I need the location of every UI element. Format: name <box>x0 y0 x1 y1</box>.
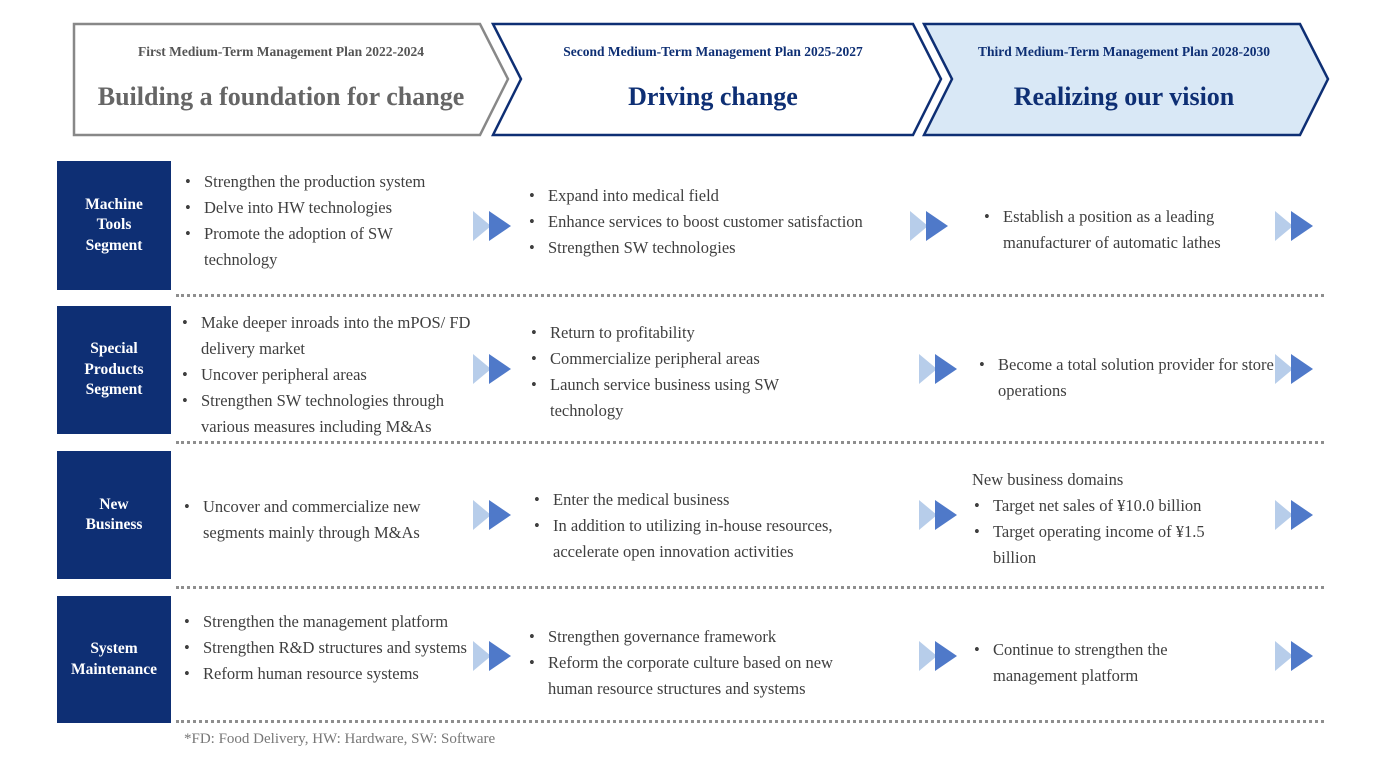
segment-label-line: Machine <box>85 195 143 213</box>
row-divider <box>176 441 1324 444</box>
list-item: • In addition to utilizing in-house resources, accelerate open innovation activities <box>531 513 881 565</box>
new-business-plan1-list <box>181 494 461 546</box>
system-maintenance-plan1-list <box>181 609 476 687</box>
list-item: • Enhance services to boost customer satisfaction <box>526 209 906 235</box>
double-arrow-icon <box>473 641 513 671</box>
double-arrow-icon <box>473 211 513 241</box>
double-arrow-icon <box>919 641 959 671</box>
phase-3-chevron <box>922 22 1332 137</box>
phase-1-header <box>72 22 512 137</box>
phase-1-chevron <box>72 22 512 137</box>
segment-label-line: Business <box>85 516 143 533</box>
list-item: • Uncover and commercialize new segments mainly through M&As <box>181 494 461 546</box>
double-arrow-icon <box>910 211 950 241</box>
special-products-plan2-list <box>528 320 828 424</box>
list-item: • Expand into medical field <box>526 183 906 209</box>
phase-3-subtitle: Third Medium-Term Management Plan 2028-2030 <box>978 44 1270 59</box>
phase-2-chevron <box>491 22 945 137</box>
segment-label-line: System <box>90 640 138 657</box>
list-item: • Continue to strengthen the management platform <box>971 637 1211 689</box>
special-products-plan1-list <box>179 310 479 440</box>
list-item: • Strengthen SW technologies through various measures including M&As <box>179 388 479 440</box>
row-divider <box>176 294 1324 297</box>
system-maintenance-plan3-list <box>971 637 1211 689</box>
machine-tools-plan3-list <box>981 204 1266 256</box>
phase-2-header <box>491 22 945 137</box>
machine-tools-plan2-list <box>526 183 906 261</box>
phase-2-subtitle: Second Medium-Term Management Plan 2025-2027 <box>563 44 863 59</box>
new-business-domains-heading: New business domains <box>972 470 1124 489</box>
list-item: • Uncover peripheral areas <box>179 362 479 388</box>
segment-label-special-products <box>57 306 171 434</box>
row-divider <box>176 720 1324 723</box>
segment-label-line: Special <box>90 340 138 358</box>
phase-3-title: Realizing our vision <box>1013 82 1235 111</box>
phase-2-title: Driving change <box>628 82 798 111</box>
new-business-plan2-list <box>531 487 881 565</box>
list-item: • Become a total solution provider for store operations <box>976 352 1276 404</box>
list-item: • Reform human resource systems <box>181 661 476 687</box>
list-item: • Strengthen governance framework <box>526 624 871 650</box>
list-item: • Target net sales of ¥10.0 billion <box>971 493 1246 519</box>
double-arrow-icon <box>919 500 959 530</box>
segment-label-new-business <box>57 451 171 579</box>
list-item: • Make deeper inroads into the mPOS/ FD delivery market <box>179 310 479 362</box>
phase-1-subtitle: First Medium-Term Management Plan 2022-2024 <box>138 44 424 59</box>
list-item: • Strengthen the production system <box>182 169 457 195</box>
list-item: • Reform the corporate culture based on new human resource structures and systems <box>526 650 871 702</box>
phase-1-title: Building a foundation for change <box>97 82 465 111</box>
list-item: • Strengthen SW technologies <box>526 235 906 261</box>
row-divider <box>176 586 1324 589</box>
segment-label-line: Maintenance <box>70 660 158 678</box>
list-item: • Commercialize peripheral areas <box>528 346 828 372</box>
double-arrow-icon <box>473 354 513 384</box>
list-item: • Establish a position as a leading manufacturer of automatic lathes <box>981 204 1266 256</box>
list-item: • Launch service business using SW technology <box>528 372 828 424</box>
list-item: • Target operating income of ¥1.5 billion <box>971 519 1246 571</box>
segment-label-machine-tools <box>57 161 171 290</box>
phase-3-header <box>922 22 1332 137</box>
list-item: • Enter the medical business <box>531 487 881 513</box>
double-arrow-icon <box>1275 500 1315 530</box>
list-item: • Strengthen the management platform <box>181 609 476 635</box>
double-arrow-icon <box>473 500 513 530</box>
list-item: • Strengthen R&D structures and systems <box>181 635 476 661</box>
segment-label-system-maintenance <box>57 596 171 723</box>
list-item: • Delve into HW technologies <box>182 195 457 221</box>
segment-label-line: Segment <box>85 236 143 254</box>
machine-tools-plan1-list <box>182 169 457 273</box>
double-arrow-icon <box>1275 354 1315 384</box>
new-business-plan3-list <box>971 493 1246 571</box>
segment-label-line: Products <box>84 360 144 378</box>
segment-label-line: New <box>99 495 129 513</box>
segment-label-line: Tools <box>96 216 132 234</box>
system-maintenance-plan2-list <box>526 624 871 702</box>
double-arrow-icon <box>1275 641 1315 671</box>
segment-label-line: Segment <box>85 381 143 399</box>
double-arrow-icon <box>1275 211 1315 241</box>
double-arrow-icon <box>919 354 959 384</box>
special-products-plan3-list <box>976 352 1276 404</box>
list-item: • Return to profitability <box>528 320 828 346</box>
list-item: • Promote the adoption of SW technology <box>182 221 457 273</box>
footnote: *FD: Food Delivery, HW: Hardware, SW: Software <box>184 731 496 747</box>
